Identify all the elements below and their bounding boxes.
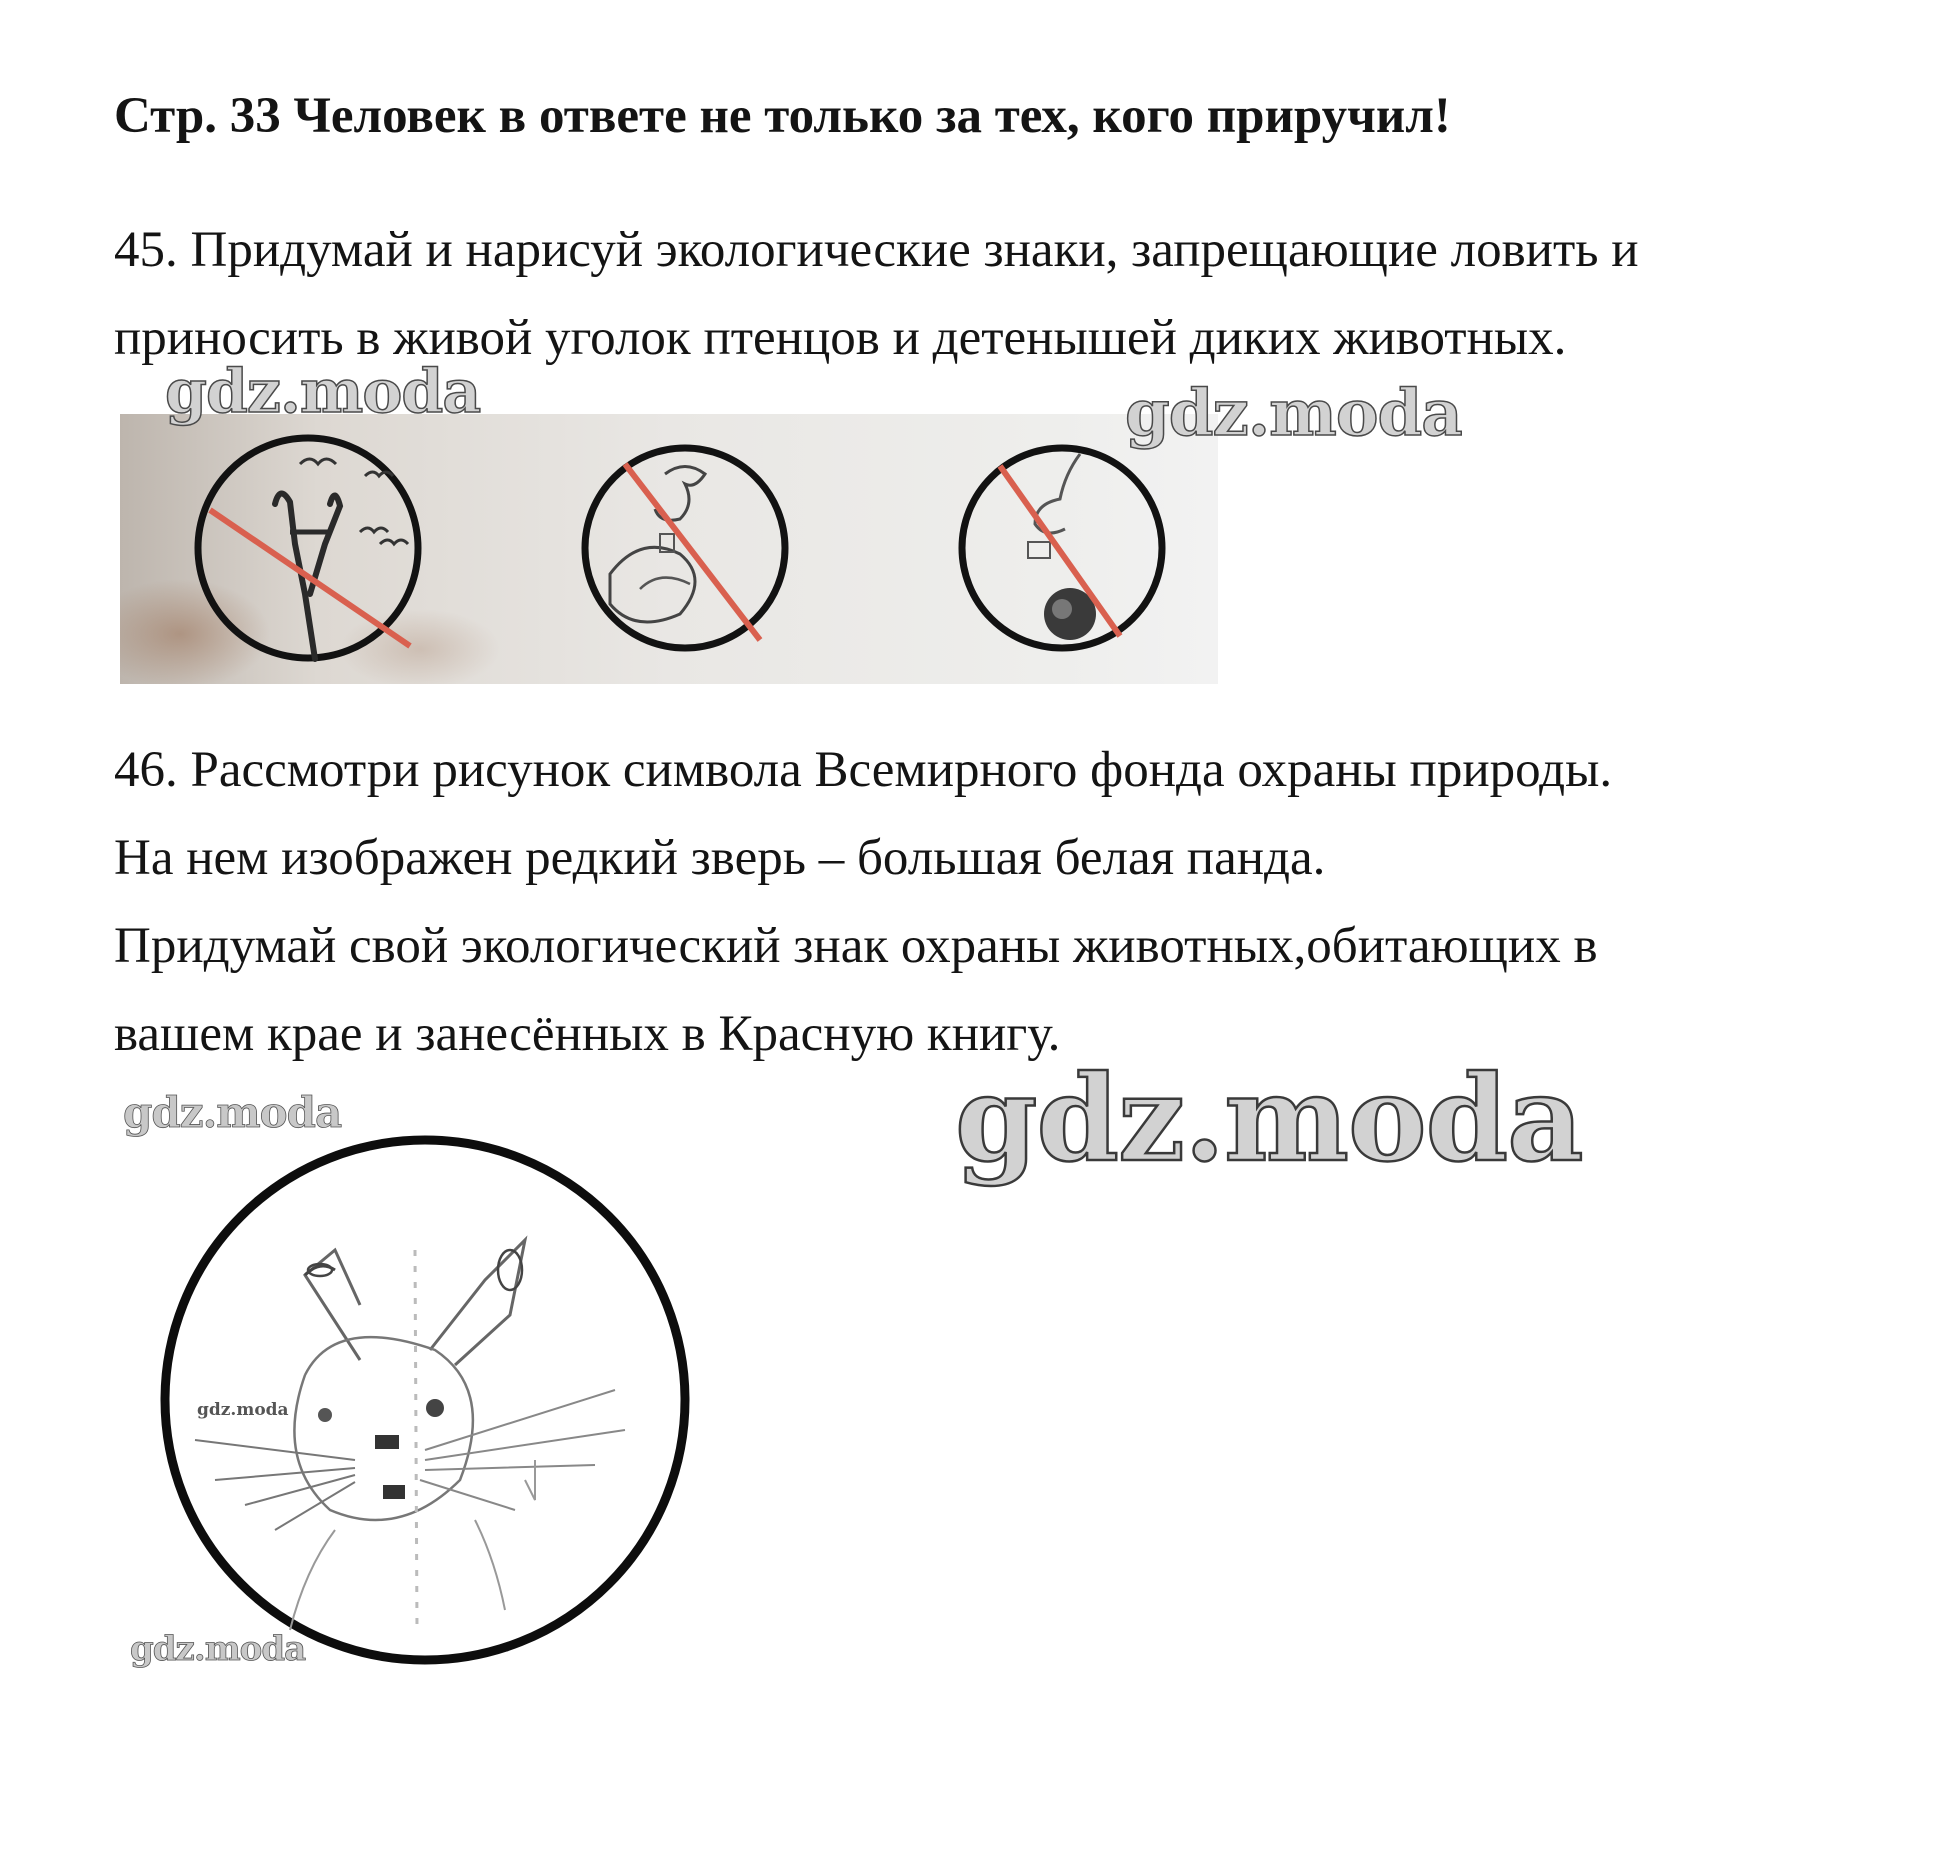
prohibition-signs-photo xyxy=(120,414,1218,684)
prohibition-signs-drawing xyxy=(120,414,1218,684)
page-heading: Стр. 33 Человек в ответе не только за тех, кого приручил! xyxy=(114,88,1451,144)
watermark: gdz.moda xyxy=(130,1629,306,1669)
task-45-text xyxy=(114,206,1639,382)
task-46-line-2: На нем изображен редкий зверь – большая белая панда. xyxy=(114,830,1326,886)
task-45-line-2: приносить в живой уголок птенцов и детенышей диких животных. xyxy=(114,310,1567,366)
watermark: gdz.moda xyxy=(197,1400,289,1420)
task-45-line-1: 45. Придумай и нарисуй экологические знаки, запрещающие ловить и xyxy=(114,222,1639,278)
watermark: gdz.moda xyxy=(1125,376,1462,451)
watermark: gdz.moda xyxy=(123,1088,342,1137)
task-46-line-1: 46. Рассмотри рисунок символа Всемирного фонда охраны природы. xyxy=(114,742,1613,798)
task-46-text xyxy=(114,726,1612,1078)
task-46-line-4: вашем крае и занесённых в Красную книгу. xyxy=(114,1006,1061,1062)
task-46-line-3: Придумай свой экологический знак охраны животных,обитающих в xyxy=(114,918,1598,974)
watermark: gdz.moda xyxy=(955,1049,1583,1188)
watermark: gdz.moda xyxy=(165,357,481,427)
